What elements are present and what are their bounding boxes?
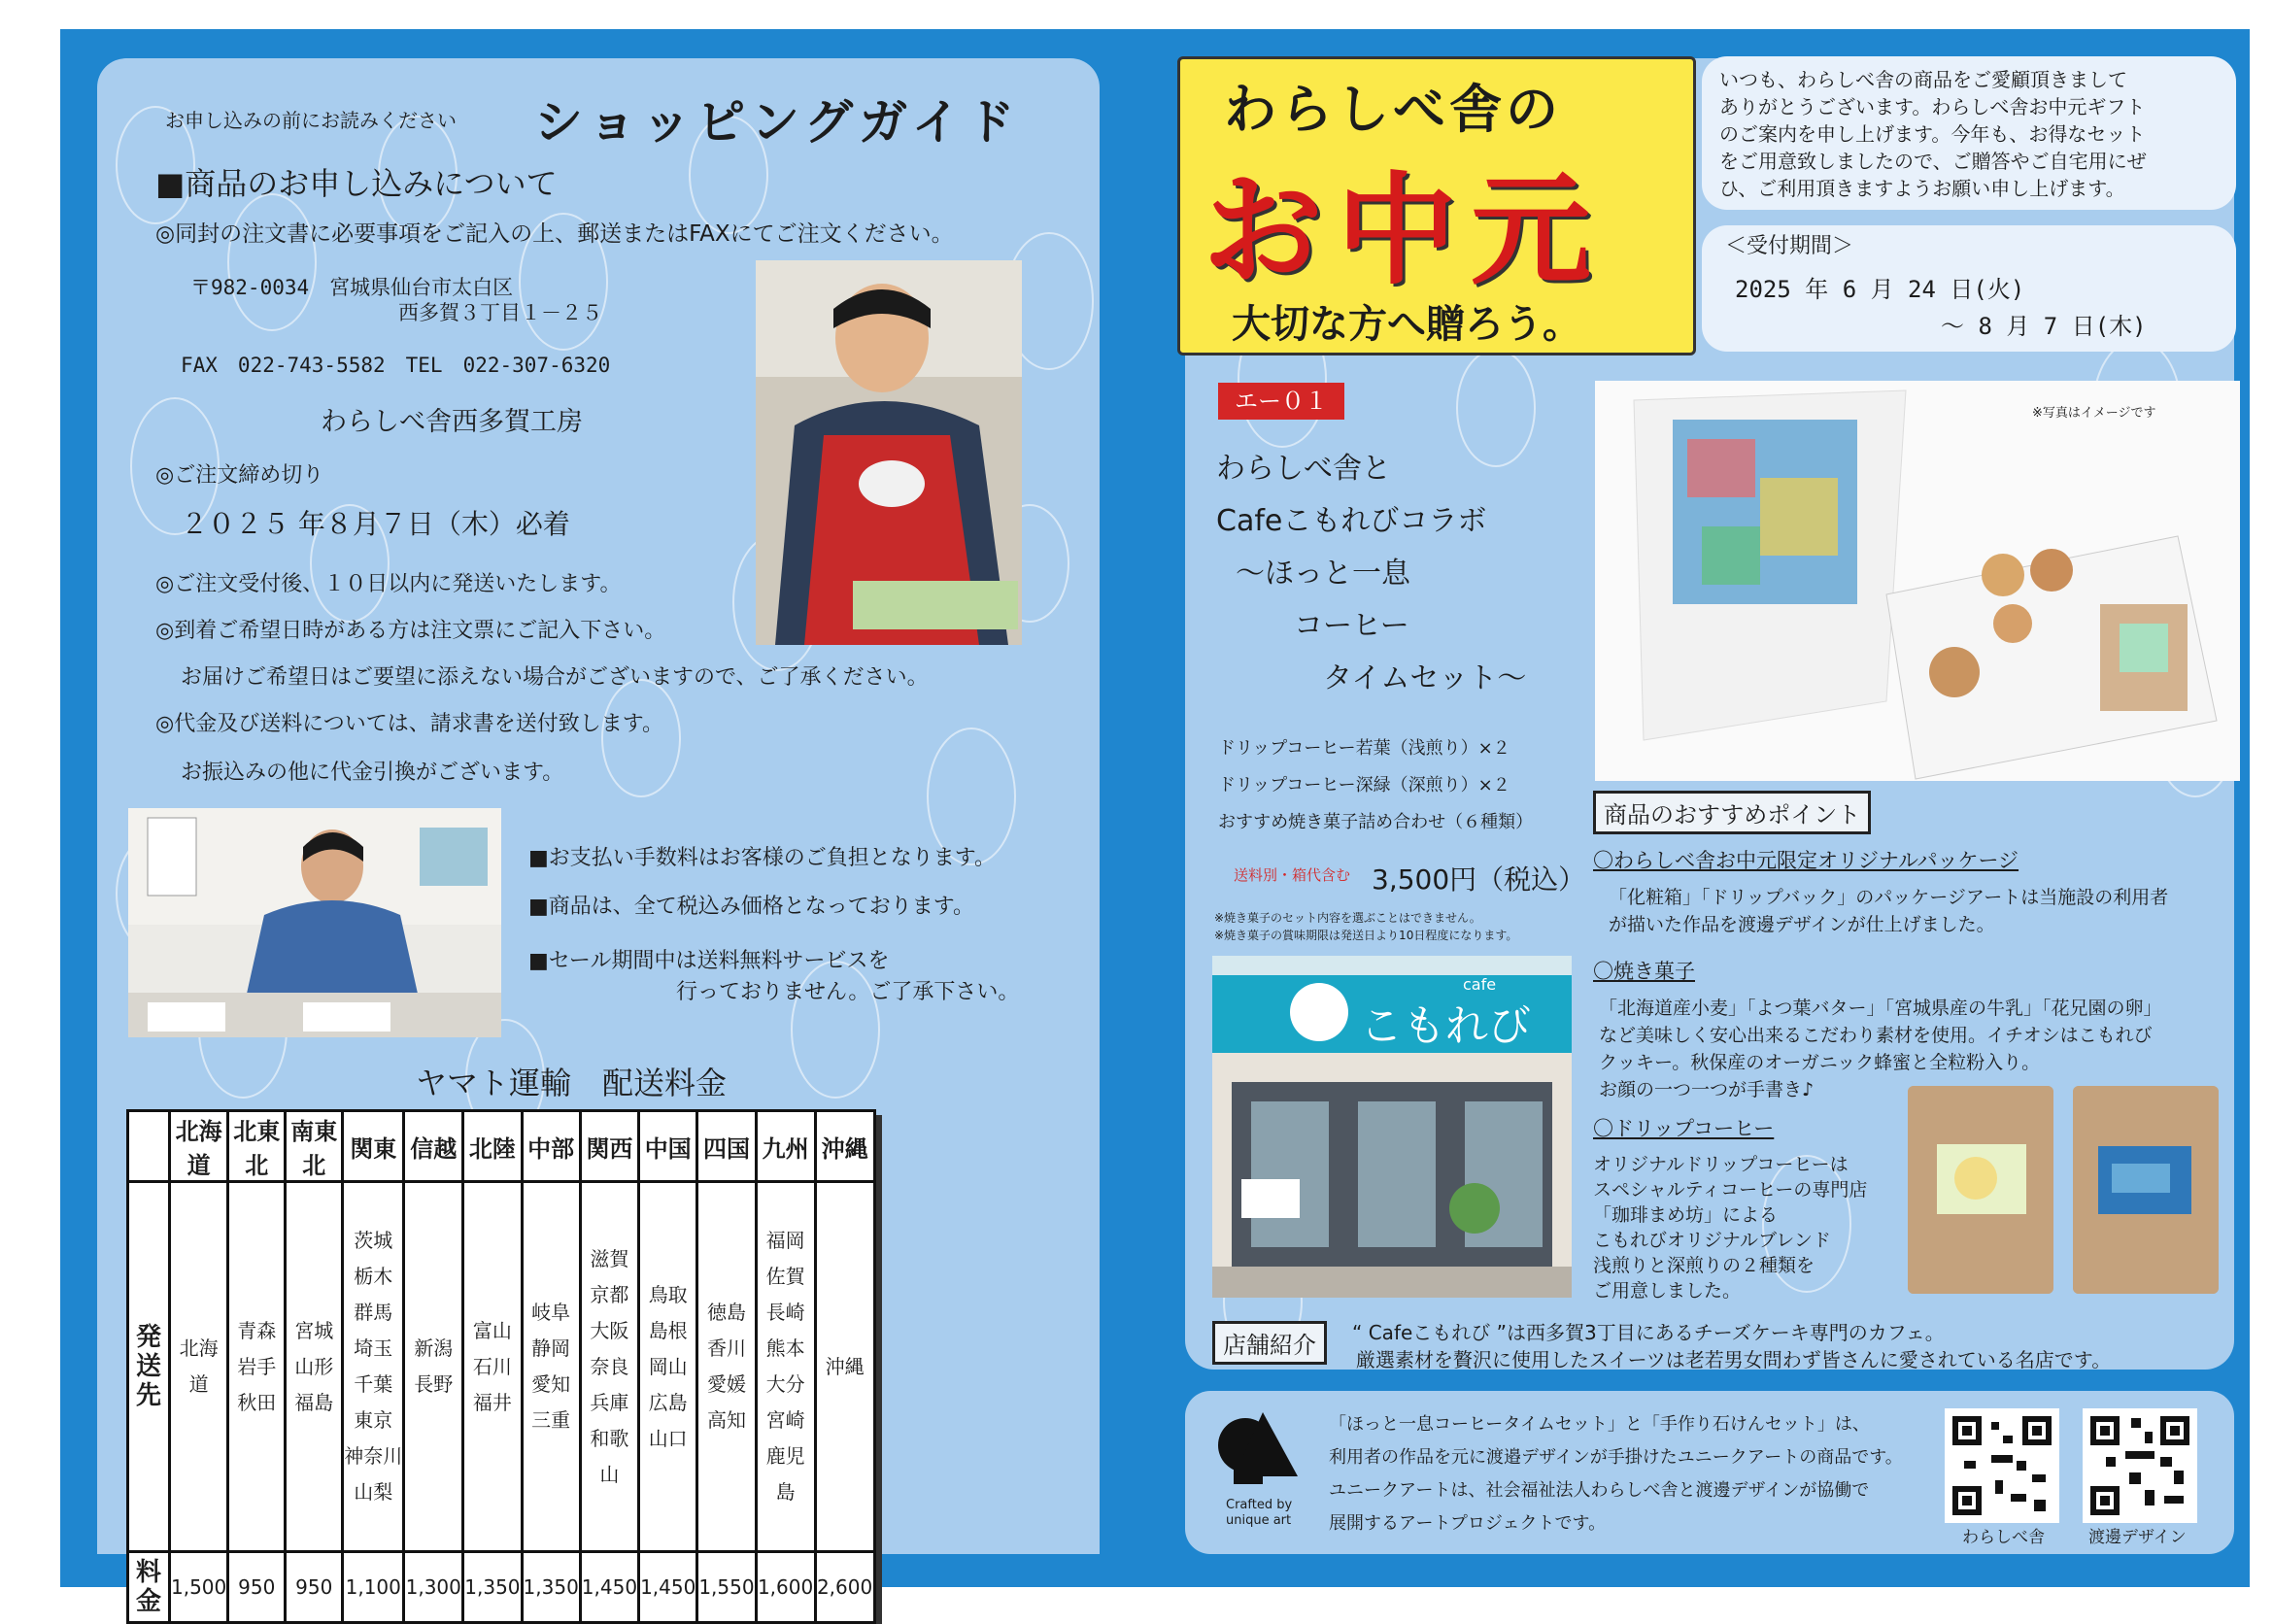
footer-line: 展開するアートプロジェクトです。 — [1329, 1513, 1607, 1534]
prefecture: 青森 — [237, 1318, 277, 1342]
region-fee: 950 — [286, 1552, 343, 1623]
point3-line: ご用意しました。 — [1593, 1280, 1742, 1302]
point3-line: スペシャルティコーヒーの専門店 — [1593, 1179, 1868, 1201]
prefecture: 山口 — [648, 1426, 688, 1450]
prefecture: 鳥取 — [648, 1282, 688, 1306]
logo-ochugen: お中元 — [1203, 161, 1606, 301]
prefecture: 静岡 — [531, 1336, 571, 1360]
shipping-fee-table-wrap — [126, 1109, 876, 1624]
prefecture: 和歌山 — [590, 1426, 629, 1486]
region-prefectures — [463, 1182, 522, 1552]
region-prefectures — [228, 1182, 286, 1552]
payment-methods: お振込みの他に代金引換がございます。 — [181, 761, 564, 785]
region-header: 沖縄 — [815, 1111, 874, 1182]
order-method: ◎同封の注文書に必要事項をご記入の上、郵送またはFAXにてご注文ください。 — [155, 221, 954, 247]
region-prefectures — [697, 1182, 756, 1552]
prefecture: 石川 — [472, 1354, 512, 1378]
qr2-label: 渡邊デザイン — [2088, 1528, 2187, 1547]
region-prefectures — [522, 1182, 580, 1552]
address-line2: 西多賀３丁目１－２５ — [398, 301, 602, 324]
footer-line: 利用者の作品を元に渡邉デザインが手掛けたユニークアートの商品です。 — [1329, 1447, 1903, 1468]
ship-within-10-days: ◎ご注文受付後、１０日以内に発送いたします。 — [155, 572, 622, 596]
region-header: 信越 — [404, 1111, 463, 1182]
point3-line: オリジナルドリップコーヒーは — [1593, 1154, 1849, 1175]
region-fee: 950 — [228, 1552, 286, 1623]
region-header: 北海道 — [170, 1111, 228, 1182]
order-heading: ■商品のお申し込みについて — [155, 165, 558, 202]
prefecture: 愛知 — [531, 1372, 571, 1396]
row-head-destination — [128, 1182, 170, 1552]
prefecture: 愛媛 — [706, 1372, 746, 1396]
logo-tagline: 大切な方へ贈ろう。 — [1232, 302, 1581, 347]
point2-line: 「北海道産小麦」「よつ葉バター」「宮城県産の牛乳」「花兄園の卵」 — [1599, 998, 2162, 1019]
shipping-fee-title: ヤマト運輸 配送料金 — [416, 1065, 728, 1101]
prefecture: 宮崎 — [765, 1408, 805, 1432]
prefecture: 熊本 — [765, 1336, 805, 1360]
prefecture: 神奈川 — [344, 1444, 403, 1468]
prefecture: 福岡 — [765, 1229, 805, 1252]
prefecture: 埼玉 — [354, 1336, 393, 1360]
prefecture: 兵庫 — [590, 1390, 629, 1414]
set-item-line: ドリップコーヒー若葉（浅煎り）×２ — [1218, 738, 1510, 759]
store-intro-line2: 厳選素材を贅沢に使用したスイーツは老若男女問わず皆さんに愛されている名店です。 — [1356, 1348, 2112, 1371]
qr1-label: わらしべ舎 — [1962, 1528, 2045, 1547]
region-fee: 1,550 — [697, 1552, 756, 1623]
point1-text — [1609, 884, 2168, 938]
prefecture: 長野 — [414, 1372, 454, 1396]
prefecture: 群馬 — [354, 1301, 393, 1324]
fine-print-1: ※焼き菓子のセット内容を選ぶことはできません。 — [1214, 911, 1481, 925]
product-name — [1216, 443, 1605, 705]
product-name-line: コーヒー — [1294, 609, 1409, 643]
region-fee: 1,300 — [404, 1552, 463, 1623]
point1-title: 〇わらしべ舎お中元限定オリジナルパッケージ — [1593, 849, 2019, 872]
prefecture: 佐賀 — [765, 1265, 805, 1288]
delivery-wish-note: お届けご希望日はご要望に添えない場合がございますので、ご了承ください。 — [181, 665, 929, 690]
prefecture: 福島 — [294, 1390, 334, 1414]
logo-line-warashibesha: わらしべ舎の — [1224, 79, 1562, 140]
region-header: 九州 — [756, 1111, 815, 1182]
prefecture: 新潟 — [414, 1336, 454, 1360]
delivery-wish: ◎到着ご希望日時がある方は注文票にご記入下さい。 — [155, 619, 666, 643]
set-item-line: おすすめ焼き菓子詰め合わせ（６種類） — [1218, 812, 1534, 832]
region-header: 関東 — [343, 1111, 404, 1182]
prefecture: 沖縄 — [825, 1354, 865, 1378]
region-header: 南東北 — [286, 1111, 343, 1182]
unique-art-description — [1329, 1408, 1903, 1540]
point1-line: 「化粧箱」「ドリップバック」のパッケージアートは当施設の利用者 — [1609, 887, 2169, 908]
store-intro-label: 店舗紹介 — [1212, 1321, 1327, 1365]
row-head-fee — [128, 1552, 170, 1623]
tax-note: ■商品は、全て税込み価格となっております。 — [528, 895, 975, 919]
prefecture: 大阪 — [590, 1318, 629, 1342]
greeting-line: ひ、ご利用頂きますようお願い申し上げます。 — [1719, 177, 2125, 200]
point2-title: 〇焼き菓子 — [1593, 960, 1695, 983]
region-header: 北東北 — [228, 1111, 286, 1182]
warashibesha-qr-code[interactable] — [1945, 1408, 2059, 1523]
prefecture: 滋賀 — [590, 1246, 629, 1270]
prefecture: 長崎 — [765, 1301, 805, 1324]
footer-line: 「ほっと一息コーヒータイムセット」と「手作り石けんセット」は、 — [1329, 1414, 1870, 1435]
prefecture: 奈良 — [590, 1354, 629, 1378]
region-prefectures — [343, 1182, 404, 1552]
region-prefectures — [170, 1182, 228, 1552]
greeting-line: をご用意致しましたので、ご贈答やご自宅用にぜ — [1719, 150, 2147, 173]
fee-label: 料 金 — [135, 1558, 161, 1616]
point3-line: こもれびオリジナルブレンド — [1593, 1230, 1831, 1251]
point3-title: 〇ドリップコーヒー — [1593, 1117, 1775, 1140]
prefecture: 島根 — [648, 1318, 688, 1342]
store-intro-line1: “ Cafeこもれび ”は西多賀3丁目にあるチーズケーキ専門のカフェ。 — [1352, 1321, 1945, 1344]
region-header: 北陸 — [463, 1111, 522, 1182]
table-corner — [128, 1111, 170, 1182]
photo-image-note: ※写真はイメージです — [2032, 406, 2156, 421]
region-fee: 1,350 — [522, 1552, 580, 1623]
prefecture: 茨城 — [354, 1229, 393, 1252]
region-header: 四国 — [697, 1111, 756, 1182]
recommend-points-title: 商品のおすすめポイント — [1593, 791, 1871, 834]
region-fee: 1,450 — [580, 1552, 638, 1623]
greeting-line: いつも、わらしべ舎の商品をご愛顧頂きまして — [1719, 68, 2127, 91]
prefecture: 鹿児島 — [765, 1444, 805, 1504]
drip-bag-light-photo — [1908, 1086, 2053, 1294]
point2-line: お顔の一つ一つが手書き♪ — [1599, 1079, 1815, 1100]
prefecture: 富山 — [472, 1318, 512, 1342]
set-item-line: ドリップコーヒー深緑（深煎り）×２ — [1218, 775, 1510, 795]
prefecture: 徳島 — [706, 1301, 746, 1324]
prefecture: 福井 — [472, 1390, 512, 1414]
region-prefectures — [815, 1182, 874, 1552]
prefecture: 岐阜 — [531, 1301, 571, 1324]
region-prefectures — [580, 1182, 638, 1552]
crafted-by-text: Crafted by — [1226, 1498, 1293, 1512]
point2-line: クッキー。秋保産のオーガニック蜂蜜と全粒粉入り。 — [1599, 1052, 2041, 1073]
price-note: 送料別・箱代含む — [1234, 866, 1351, 884]
prefecture: 北海道 — [179, 1336, 219, 1396]
prefecture: 秋田 — [237, 1390, 277, 1414]
greeting-line: ありがとうございます。わらしべ舎お中元ギフト — [1719, 95, 2146, 118]
studio-name: わらしべ舎西多賀工房 — [321, 407, 583, 437]
region-prefectures — [404, 1182, 463, 1552]
address-line1: 〒982-0034 宮城県仙台市太白区 — [190, 276, 514, 299]
shopping-guide-title: ショッピングガイド — [534, 94, 1021, 151]
greeting-text — [1719, 66, 2147, 202]
prefecture: 岡山 — [648, 1354, 688, 1378]
region-prefectures — [286, 1182, 343, 1552]
worker-painting-photo — [756, 260, 1022, 645]
footer-line: ユニークアートは、社会福祉法人わらしべ舎と渡邊デザインが協働で — [1329, 1480, 1870, 1501]
product-name-line: Cafeこもれびコラボ — [1216, 504, 1487, 538]
prefecture: 栃木 — [354, 1265, 393, 1288]
prefecture: 三重 — [531, 1408, 571, 1432]
prefecture: 宮城 — [294, 1318, 334, 1342]
region-fee: 1,450 — [639, 1552, 697, 1623]
period-label: ＜受付期間＞ — [1725, 234, 1854, 258]
point1-line: が描いた作品を渡邊デザインが仕上げました。 — [1609, 914, 1995, 935]
region-header: 中国 — [639, 1111, 697, 1182]
deadline-label: ◎ご注文締め切り — [155, 463, 324, 488]
region-fee: 1,500 — [170, 1552, 228, 1623]
region-fee: 1,100 — [343, 1552, 404, 1623]
set-contents-list — [1218, 730, 1533, 841]
region-header: 関西 — [580, 1111, 638, 1182]
sale-note-2: 行っておりません。ご了承下さい。 — [676, 980, 1020, 1004]
prefecture: 東京 — [354, 1408, 393, 1432]
greeting-line: のご案内を申し上げます。今年も、お得なセット — [1719, 122, 2146, 146]
point3-text — [1593, 1152, 1867, 1303]
prefecture: 京都 — [590, 1282, 629, 1306]
product-name-line: ～ほっと一息 — [1236, 557, 1410, 591]
prefecture: 千葉 — [354, 1372, 393, 1396]
destination-label: 発 送 先 — [135, 1323, 161, 1410]
product-name-line: わらしべ舎と — [1216, 452, 1391, 486]
shipping-fee-table — [126, 1109, 876, 1624]
price: 3,500円（税込） — [1372, 863, 1586, 896]
deadline-date: ２０２５ 年８月７日（木）必着 — [181, 508, 570, 540]
region-prefectures — [756, 1182, 815, 1552]
point3-line: 浅煎りと深煎りの２種類を — [1593, 1255, 1815, 1276]
watanabe-design-qr-code[interactable] — [2083, 1408, 2197, 1523]
region-fee: 2,600 — [815, 1552, 874, 1623]
prefecture: 香川 — [706, 1336, 746, 1360]
product-box-photo — [1595, 381, 2240, 781]
region-header: 中部 — [522, 1111, 580, 1182]
payment-note: ◎代金及び送料については、請求書を送付致します。 — [155, 712, 663, 736]
region-fee: 1,350 — [463, 1552, 522, 1623]
fax-tel: FAX 022-743-5582 TEL 022-307-6320 — [181, 354, 611, 377]
prefecture: 山形 — [294, 1354, 334, 1378]
cafe-sign-text: こもれび — [1360, 1001, 1531, 1051]
cafe-sign-small: cafe — [1463, 975, 1497, 994]
product-name-line: タイムセット～ — [1323, 661, 1527, 695]
unique-art-logo-icon — [1214, 1399, 1302, 1506]
product-code-tag: エー０１ — [1218, 383, 1344, 420]
region-prefectures — [639, 1182, 697, 1552]
prefecture: 大分 — [765, 1372, 805, 1396]
prefecture: 高知 — [706, 1408, 746, 1432]
prefecture: 岩手 — [237, 1354, 277, 1378]
drip-bag-dark-photo — [2073, 1086, 2219, 1294]
prefecture: 山梨 — [354, 1480, 393, 1504]
sale-note-1: ■セール期間中は送料無料サービスを — [528, 949, 890, 973]
point2-line: など美味しく安心出来るこだわり素材を使用。イチオシはこもれび — [1599, 1025, 2153, 1046]
point3-line: 「珈琲まめ坊」による — [1593, 1204, 1779, 1226]
pre-read-note: お申し込みの前にお読みください — [165, 109, 457, 132]
unique-art-text: unique art — [1226, 1513, 1292, 1528]
worker-at-desk-photo — [128, 808, 501, 1037]
handling-fee-note: ■お支払い手数料はお客様のご負担となります。 — [528, 846, 997, 870]
period-end: ～ 8 月 7 日(木) — [1941, 313, 2147, 340]
period-start: 2025 年 6 月 24 日(火) — [1735, 276, 2025, 303]
fine-print-2: ※焼き菓子の賞味期限は発送日より10日程度になります。 — [1214, 929, 1518, 942]
region-fee: 1,600 — [756, 1552, 815, 1623]
prefecture: 広島 — [648, 1390, 688, 1414]
